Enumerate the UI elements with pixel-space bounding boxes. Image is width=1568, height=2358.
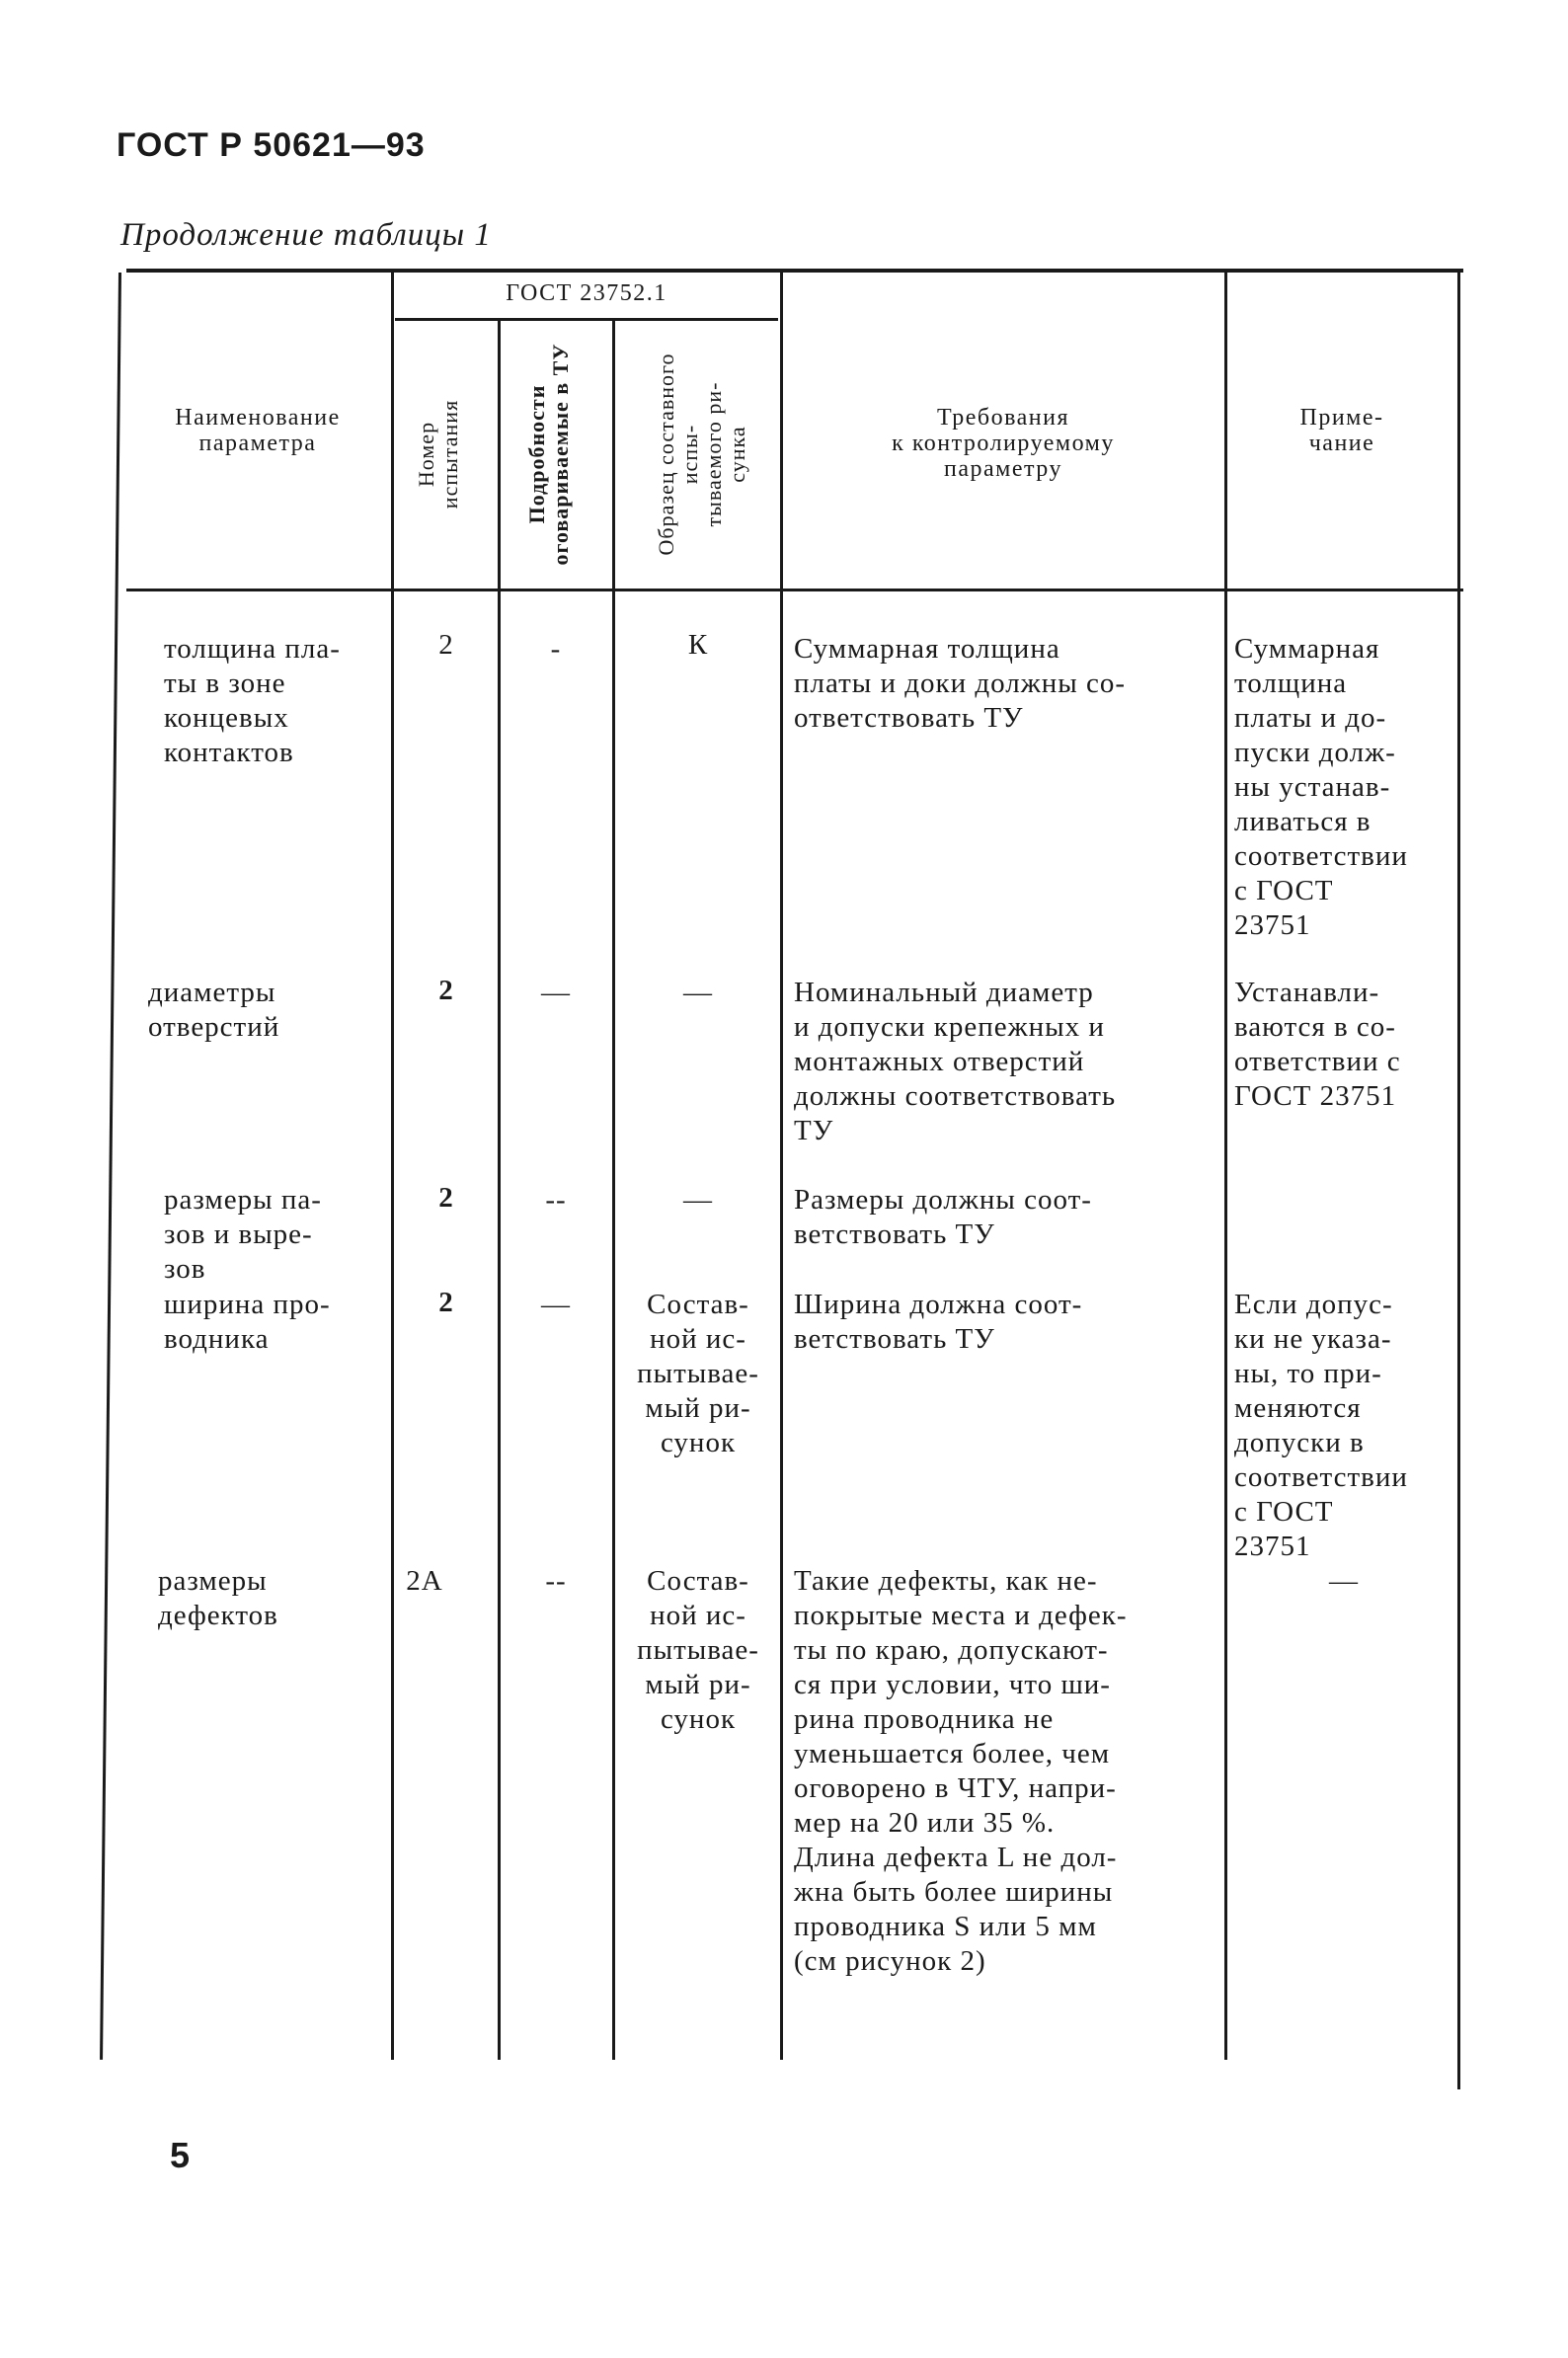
row-details: --: [545, 1184, 567, 1216]
row-sample: —: [683, 977, 713, 1008]
col-test-number-rule: [498, 320, 501, 2060]
row-sample: Состав- ной ис- пытывае- мый ри- сунок: [637, 1565, 759, 1735]
gost-group-rule: [395, 318, 778, 321]
row-test-number: 2А: [406, 1565, 443, 1597]
header-test-number: Номер испытания: [414, 399, 462, 510]
header-sample: Образец составного испы- тываемого ри- сунка: [654, 353, 749, 556]
row-requirements: Номинальный диаметр и допуски крепежных и монтажных отверстий должны соответствовать ТУ: [794, 977, 1117, 1146]
row-name: размеры дефектов: [158, 1565, 278, 1631]
table-continuation-caption: Продолжение таблицы 1: [120, 217, 492, 253]
row-test-number: 2: [438, 975, 454, 1006]
row-test-number: 2: [438, 1182, 454, 1214]
row-sample: —: [683, 1184, 713, 1216]
document-title: ГОСТ Р 50621—93: [117, 126, 426, 164]
row-name: ширина про- водника: [164, 1289, 331, 1355]
table-right-rule: [1457, 273, 1460, 2089]
row-note: Устанавли- ваются в со- ответствии с ГОСТ 23751: [1234, 977, 1401, 1112]
col-requirements-rule: [1224, 273, 1227, 2060]
row-details: —: [541, 1289, 571, 1320]
row-requirements: Ширина должна соот- ветствовать ТУ: [794, 1289, 1083, 1355]
row-details: —: [541, 977, 571, 1008]
row-note: Суммарная толщина платы и до- пуски долж- ны устанав- ливаться в соответствии с ГОСТ 23751: [1234, 633, 1408, 941]
row-note: —: [1329, 1565, 1359, 1597]
col-name-rule: [391, 273, 394, 2060]
row-test-number: 2: [438, 629, 454, 661]
row-note: Если допус- ки не указа- ны, то при- меняются допуски в соответствии с ГОСТ 23751: [1234, 1289, 1408, 1562]
header-details: Подробности оговариваемые в ТУ: [524, 343, 573, 566]
col-sample-rule: [780, 273, 783, 2060]
row-requirements: Размеры должны соот- ветствовать ТУ: [794, 1184, 1092, 1250]
col-details-rule: [612, 320, 615, 2060]
header-name: Наименование параметра: [175, 405, 341, 456]
table-left-rule: [100, 273, 121, 2060]
header-gost-group: ГОСТ 23752.1: [506, 280, 667, 306]
header-bottom-rule: [126, 589, 1463, 591]
header-requirements: Требования к контролируемому параметру: [892, 405, 1115, 482]
row-requirements: Такие дефекты, как не- покрытые места и дефек- ты по краю, допускают- ся при условии, что ши- рина проводника не уменьшается более, чем оговорено в ЧТУ, напри- мер на 20 или 35 %. Длина дефекта L не дол- жна быть более ширины проводника S или 5 мм (см рисунок 2): [794, 1565, 1128, 1977]
row-details: -: [550, 633, 562, 665]
row-sample: К: [687, 629, 709, 661]
row-name: диаметры отверстий: [148, 977, 280, 1043]
table-top-rule: [126, 269, 1463, 273]
row-sample: Состав- ной ис- пытывае- мый ри- сунок: [637, 1289, 759, 1458]
row-name: размеры па- зов и выре- зов: [164, 1184, 322, 1285]
row-details: --: [545, 1565, 567, 1597]
row-name: толщина пла- ты в зоне концевых контактов: [164, 633, 341, 768]
row-requirements: Суммарная толщина платы и доки должны со- ответствовать ТУ: [794, 633, 1127, 734]
header-note: Приме- чание: [1299, 405, 1384, 456]
page-number: 5: [170, 2135, 191, 2175]
row-test-number: 2: [438, 1287, 454, 1318]
